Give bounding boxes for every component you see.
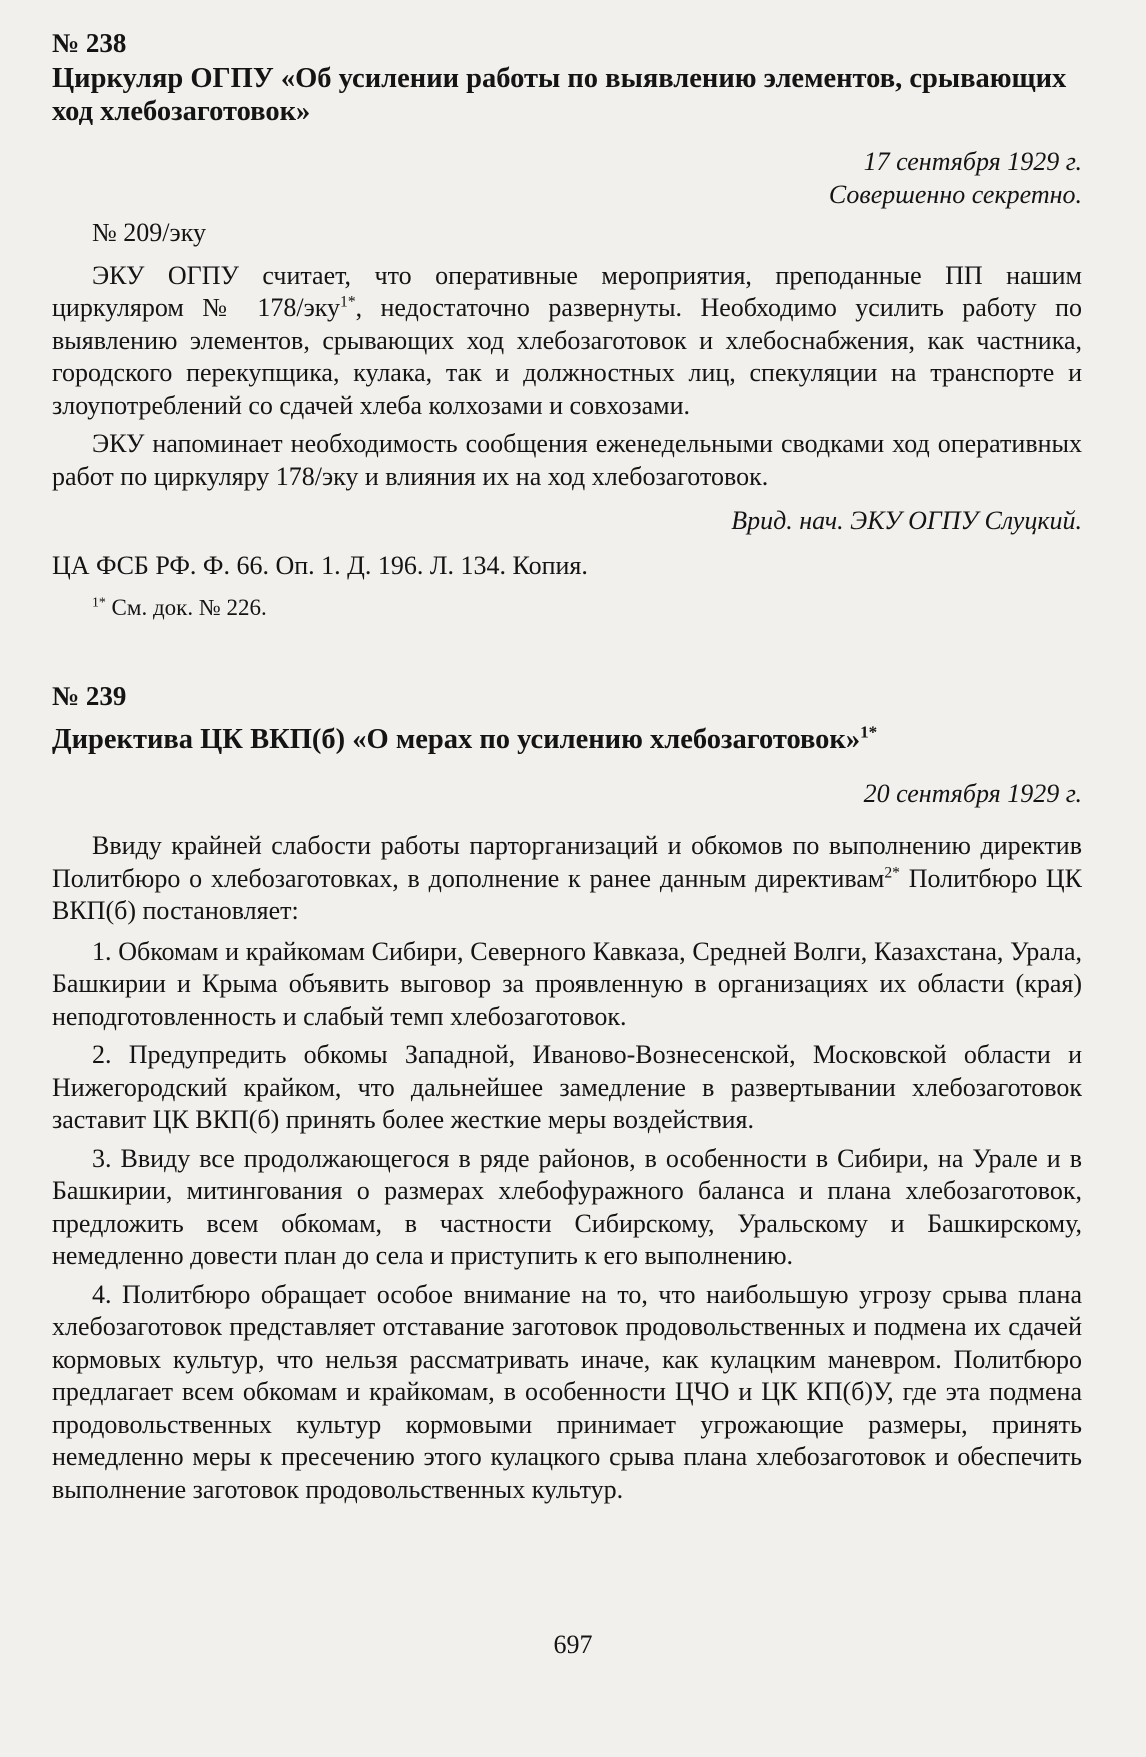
doc-238-title: Циркуляр ОГПУ «Об усилении работы по выявлению элементов, срывающих ход хлебозаготовок» [52, 63, 1067, 127]
doc-239-intro-text-b: Политбюро ЦК ВКП(б) постановляет: [52, 863, 1082, 925]
footnote-mark: 1* [92, 594, 106, 610]
doc-239-item-2: 2. Предупредить обкомы Западной, Иваново-Вознесенской, Московской области и Нижегородский крайком, что дальнейшее замедление в развертывании хлебозаготовок заставит ЦК ВКП(б) принять более жесткие меры воздействия. [52, 1040, 1082, 1134]
doc-239-item-3: 3. Ввиду все продолжающегося в ряде районов, в особенности в Сибири, на Урале и в Башкирии, митингования о размерах хлебофуражного баланса и плана хлебозаготовок, предложить всем обкомам, в частности Сибирскому, Уральскому и Башкирскому, немедленно довести план до села и приступить к его выполнению. [52, 1143, 1082, 1270]
doc-239-intro [52, 830, 1082, 928]
footnote-ref: 1* [340, 293, 356, 311]
footnote-ref: 1* [860, 722, 878, 741]
doc-238-paragraph-1-text-b: , недостаточно развернуты. Необходимо усилить работу по выявлению элементов, срывающих ход хлебозаготовок и хлебоснабжения, как частника, городского перекупщика, кулака, так и должностных лиц, спекуляции на транспорте и злоупотреблений со сдачей хлеба колхозами и совхозами. [52, 293, 1083, 420]
doc-239-date: 20 сентября 1929 г. [863, 778, 1082, 808]
doc-238-classification: Совершенно секретно. [828, 179, 1082, 209]
document-page [52, 26, 1082, 1506]
page-number: 697 [553, 1630, 593, 1659]
doc-238-ref: № 209/эку [92, 218, 206, 247]
footnote-ref: 2* [884, 863, 900, 881]
doc-238-number: № 238 [52, 28, 127, 58]
doc-238-paragraph-2: ЭКУ напоминает необходимость сообщения еженедельными сводками ход оперативных работ по циркуляру 178/эку и влияния их на ход хлебозаготовок. [52, 429, 1082, 491]
doc-238-date: 17 сентября 1929 г. [863, 147, 1082, 176]
doc-238-source: ЦА ФСБ РФ. Ф. 66. Оп. 1. Д. 196. Л. 134. Копия. [52, 550, 588, 580]
doc-238-paragraph-1 [52, 260, 1082, 423]
footnote-text: См. док. № 226. [111, 595, 267, 620]
doc-239-title [52, 723, 1082, 756]
doc-239-number: № 239 [52, 680, 127, 711]
doc-239-item-4: 4. Политбюро обращает особое внимание на то, что наибольшую угрозу срыва плана хлебозаготовок представляет отставание заготовок продовольственных и подмена их сдачей кормовых культур, что нельзя рассматривать иначе, как кулацким маневром. Политбюро предлагает всем обкомам и крайкомам, в особенности ЦЧО и ЦК КП(б)У, где эта подмена продовольственных культур кормовыми принимает угрожающие размеры, принять немедленно меры к пресечению этого кулацкого срыва плана хлебозаготовок и обеспечить выполнение заготовок продовольственных культур. [52, 1279, 1082, 1504]
doc-238-paragraph-1-text-a: ЭКУ ОГПУ считает, что оперативные мероприятия, преподанные ПП нашим циркуляром № 178/эку [52, 260, 1082, 322]
doc-239-item-1: 1. Обкомам и крайкомам Сибири, Северного Кавказа, Средней Волги, Казахстана, Урала, Башкирии и Крыма объявить выговор за проявленную в организациях их области (края) неподготовленность и слабый темп хлебозаготовок. [52, 936, 1082, 1031]
doc-239-intro-text-a: Ввиду крайней слабости работы парторганизаций и обкомов по выполнению директив Политбюро о хлебозаготовках, в дополнение к ранее данным директивам [52, 831, 1082, 893]
doc-239-title-text: Директива ЦК ВКП(б) «О мерах по усилению хлебозаготовок» [52, 723, 861, 755]
doc-238-signature: Врид. нач. ЭКУ ОГПУ Слуцкий. [731, 506, 1082, 535]
doc-238-footnote [52, 592, 1082, 625]
